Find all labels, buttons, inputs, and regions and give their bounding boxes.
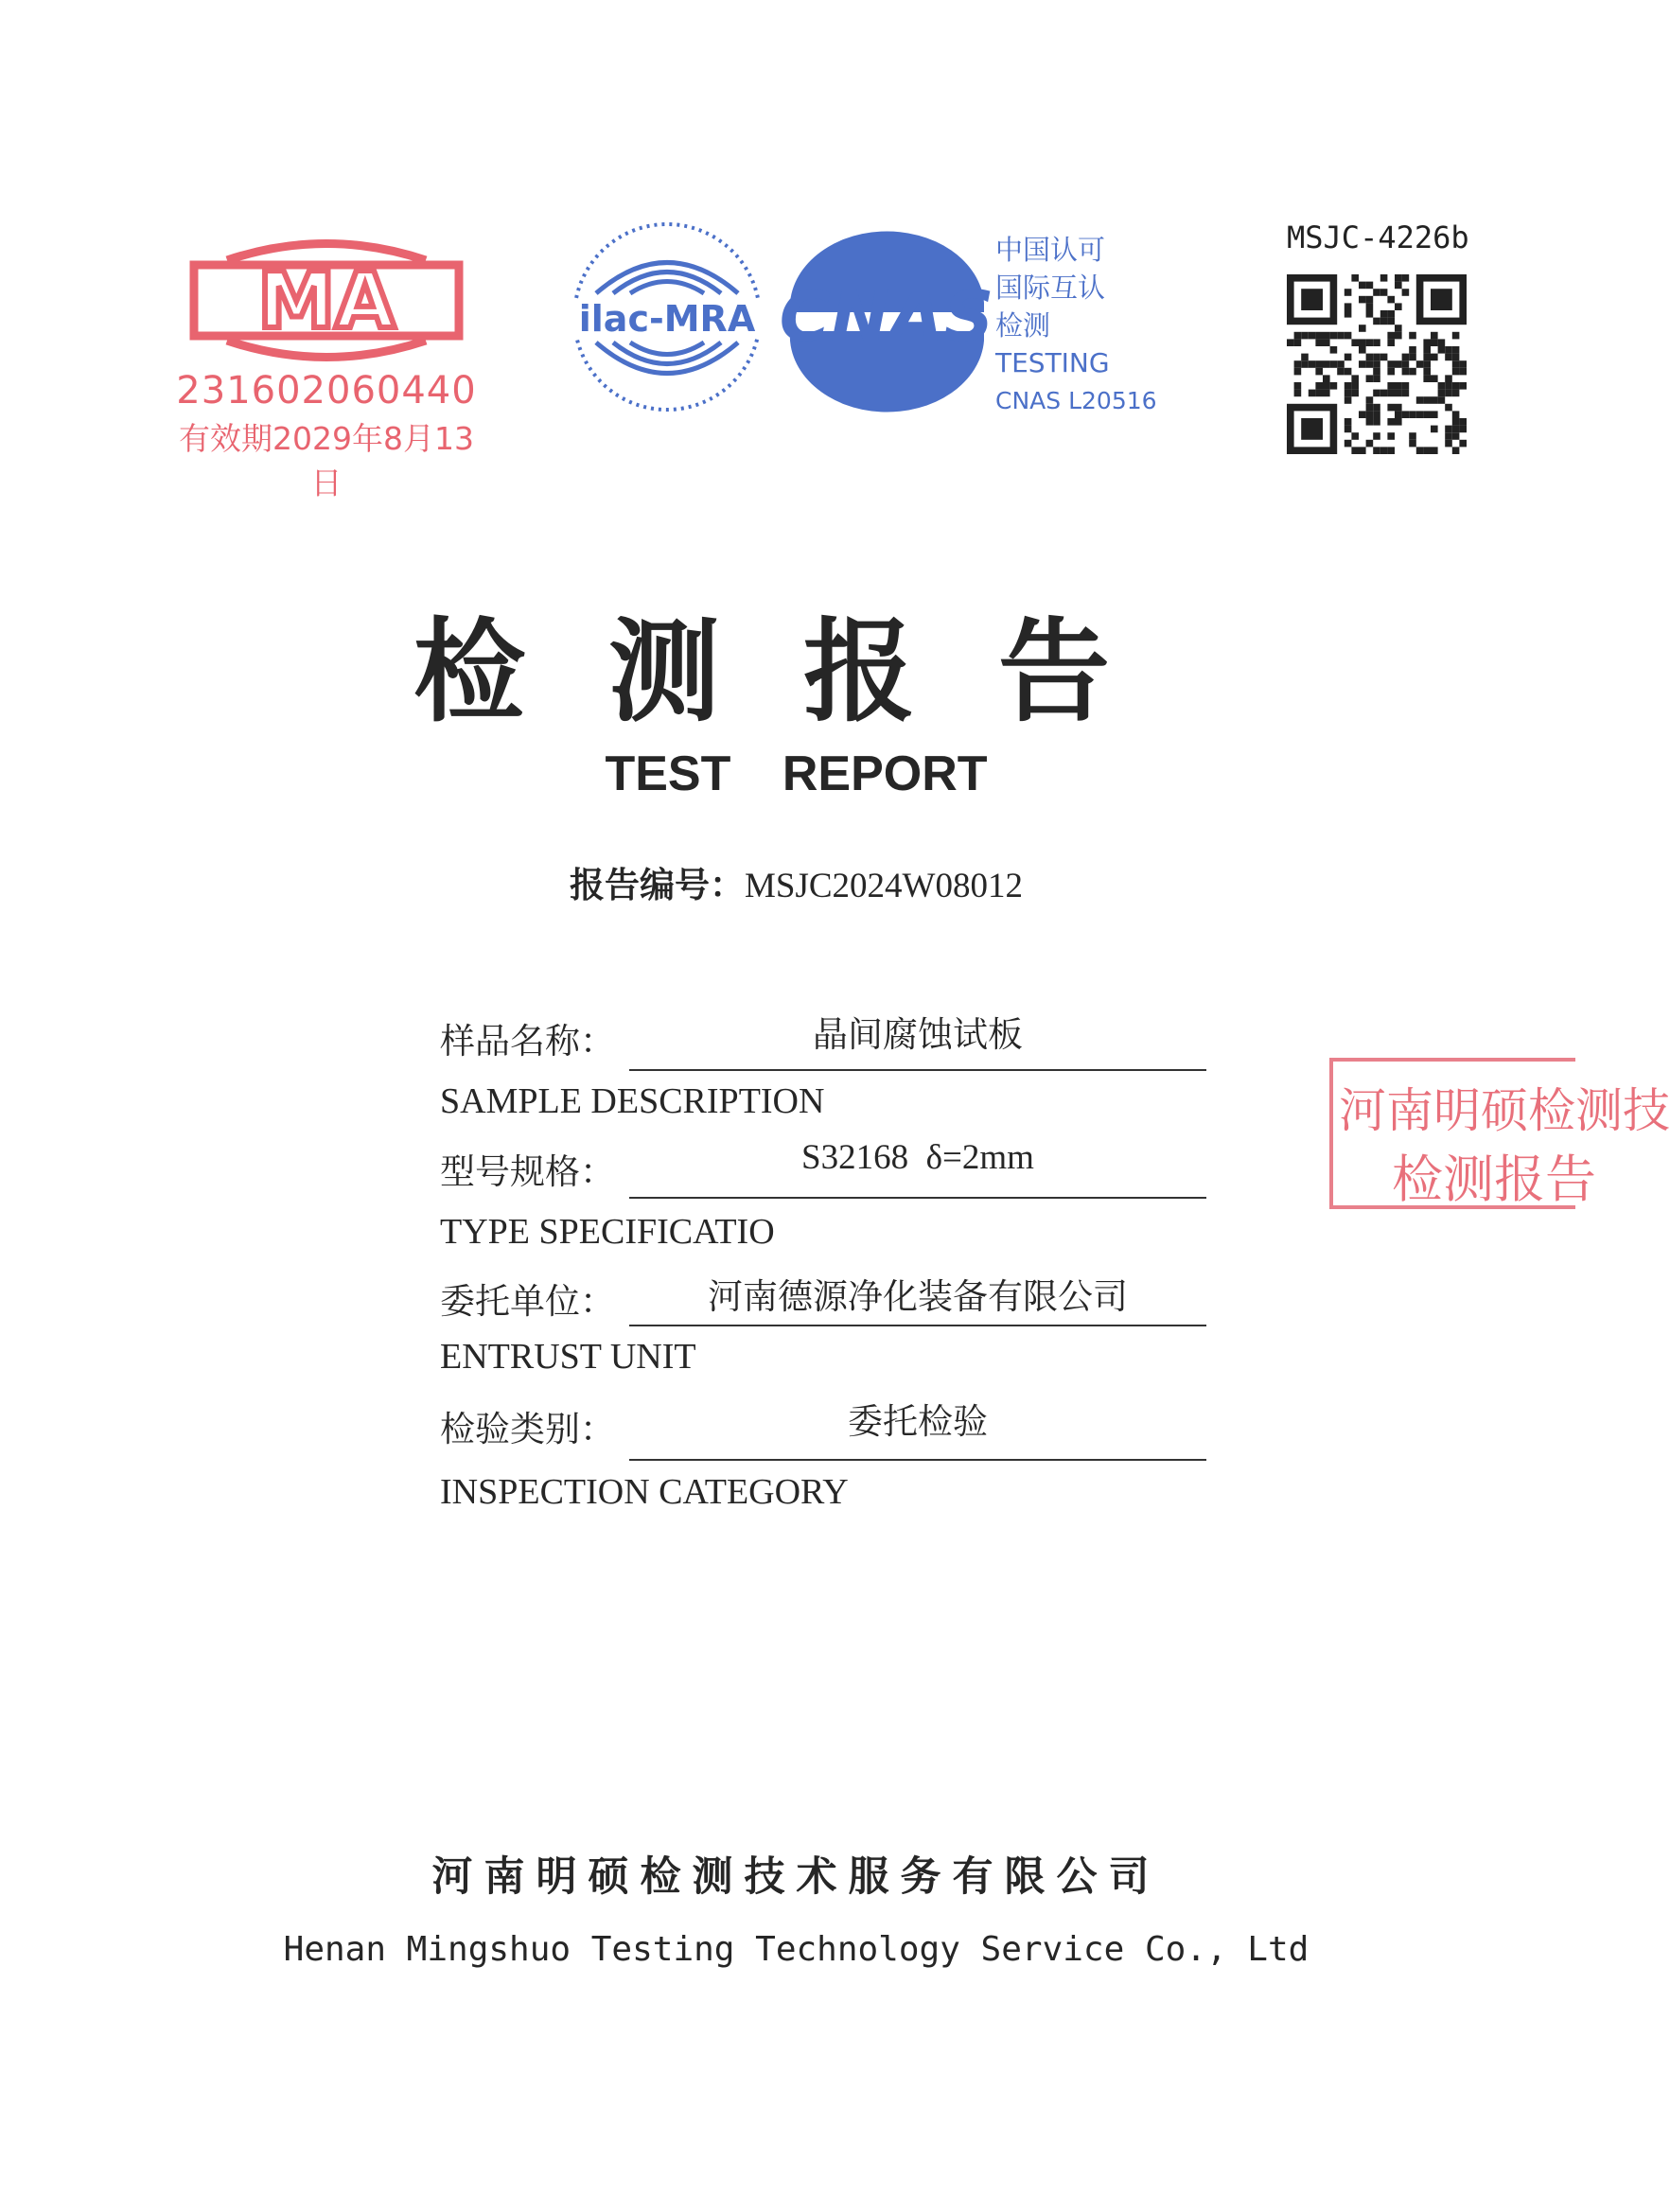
entrust-unit-label-en: ENTRUST UNIT	[440, 1337, 696, 1377]
entrust-unit-underline	[629, 1325, 1206, 1326]
qr-code-icon[interactable]	[1287, 274, 1467, 454]
report-number	[0, 856, 1564, 907]
cnas-testing: TESTING	[995, 347, 1110, 378]
ilac-mra-logo	[568, 218, 766, 416]
svg-text:CNAS: CNAS	[779, 276, 994, 358]
qr-label: MSJC-4226b	[1287, 219, 1469, 255]
type-spec-underline	[629, 1197, 1206, 1199]
type-spec-label-en: TYPE SPECIFICATIO	[440, 1212, 775, 1252]
cnas-code: CNAS L20516	[995, 387, 1157, 414]
sample-name-label: 样品名称：	[440, 1021, 615, 1062]
cnas-logo	[771, 237, 1003, 407]
ilac-globe-icon	[568, 218, 766, 416]
cnas-line-1: 中国认可	[995, 234, 1106, 266]
report-number-value: MSJC2024W08012	[745, 867, 1023, 905]
entrust-unit-value: 河南德源净化装备有限公司	[708, 1276, 1128, 1317]
svg-text:ilac-MRA: ilac-MRA	[578, 298, 756, 340]
company-name-cn: 河南明硕检测技术服务有限公司	[431, 1853, 1161, 1901]
inspection-category-label: 检验类别：	[440, 1409, 615, 1449]
cma-logo-icon	[189, 237, 464, 364]
entrust-unit-label: 委托单位：	[440, 1281, 615, 1322]
type-spec-value: S32168 δ=2mm	[801, 1138, 1034, 1177]
type-spec-label: 型号规格：	[440, 1151, 615, 1192]
inspection-category-label-en: INSPECTION CATEGORY	[440, 1472, 849, 1512]
side-seal-stamp	[1329, 1058, 1670, 1209]
side-stamp-line-1: 河南明硕检测技	[1339, 1083, 1670, 1138]
svg-text:MA: MA	[257, 256, 396, 346]
sample-name-underline	[629, 1069, 1206, 1071]
cnas-line-2: 国际互认	[995, 272, 1106, 304]
cnas-text-block	[995, 231, 1157, 420]
side-stamp-line-2: 检测报告	[1392, 1150, 1596, 1209]
report-number-label: 报告编号：	[570, 865, 745, 905]
cma-validity: 有效期2029年8月13日	[179, 420, 474, 501]
cma-number: 231602060440	[176, 369, 477, 413]
cma-stamp	[170, 237, 483, 501]
inspection-category-underline	[629, 1459, 1206, 1461]
sample-name-value: 晶间腐蚀试板	[813, 1014, 1023, 1055]
cnas-line-3: 检测	[995, 309, 1051, 342]
cnas-globe-icon	[771, 237, 1003, 407]
sample-name-label-en: SAMPLE DESCRIPTION	[440, 1081, 825, 1121]
company-name-en: Henan Mingshuo Testing Technology Service Co., Ltd	[283, 1930, 1310, 1969]
page-title-en: TEST REPORT	[605, 746, 988, 801]
page-title: 检测报告	[413, 606, 1193, 737]
inspection-category-value: 委托检验	[848, 1401, 988, 1442]
